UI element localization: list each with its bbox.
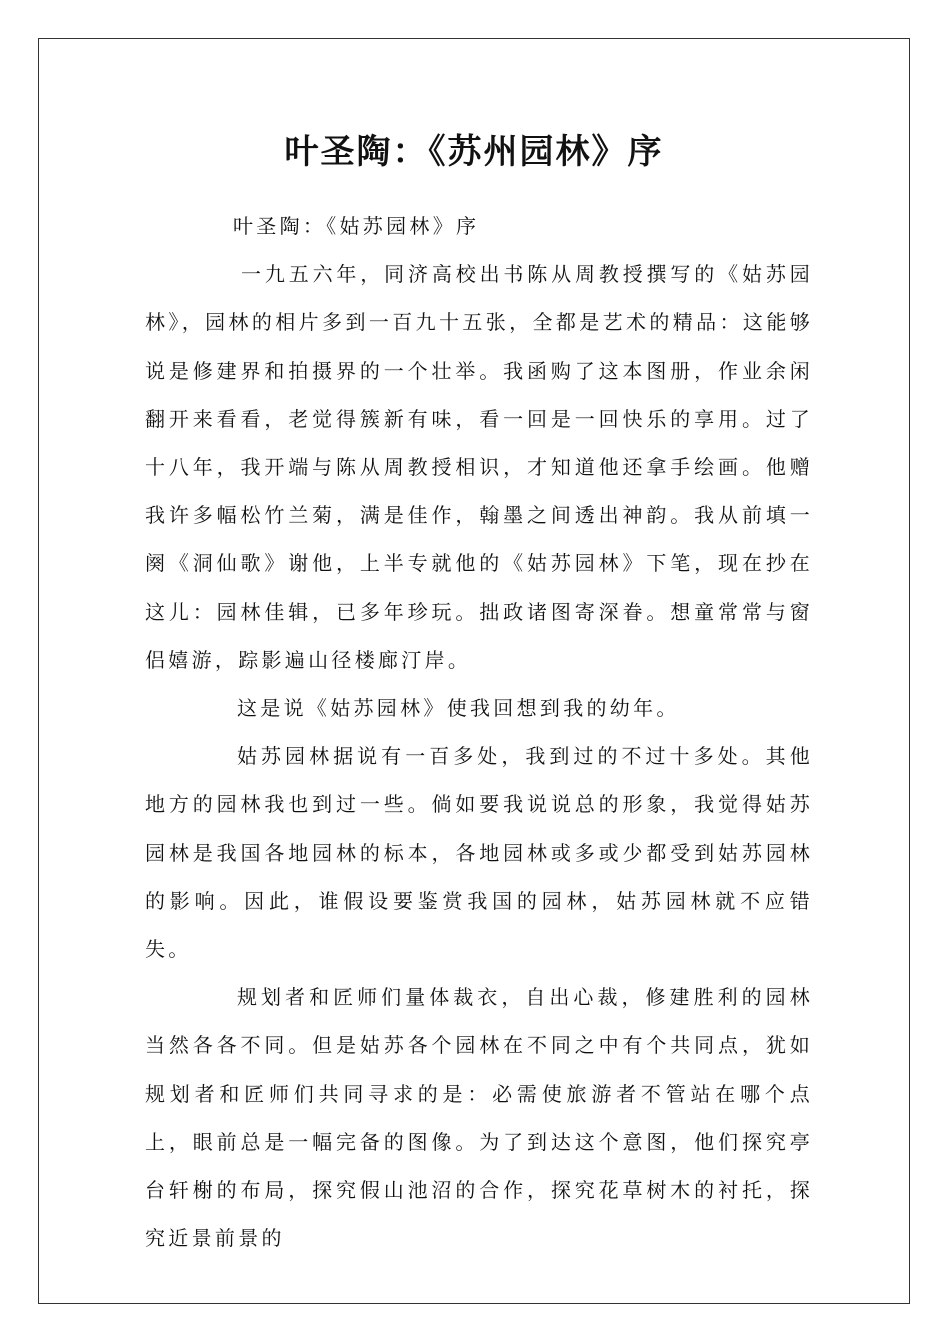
- document-body: [145, 202, 813, 1262]
- paragraph-2: 这是说《姑苏园林》使我回想到我的幼年。: [237, 696, 680, 721]
- document-subtitle: 叶圣陶：《姑苏园林》序: [233, 214, 480, 238]
- document-title: 叶圣陶：《苏州园林》序: [284, 132, 664, 172]
- paragraph-3: 姑苏园林据说有一百多处，我到过的不过十多处。其他地方的园林我也到过一些。倘如要我说说总的形象，我觉得姑苏园林是我国各地园林的标本，各地园林或多或少都受到姑苏园林的影响。因此，谁假设要鉴赏我国的园林，姑苏园林就不应错失。: [145, 744, 813, 962]
- paragraph-4: 规划者和匠师们量体裁衣，自出心裁，修建胜利的园林当然各各不同。但是姑苏各个园林在不同之中有个共同点，犹如规划者和匠师们共同寻求的是：必需使旅游者不管站在哪个点上，眼前总是一幅完备的图像。为了到达这个意图，他们探究亭台轩榭的布局，探究假山池沼的合作，探究花草树木的衬托，探究近景前景的: [145, 985, 813, 1251]
- paragraph-1: 一九五六年，同济高校出书陈从周教授撰写的《姑苏园林》，园林的相片多到一百九十五张，全都是艺术的精品：这能够说是修建界和拍摄界的一个壮举。我函购了这本图册，作业余闲翻开来看看，老觉得簇新有味，看一回是一回快乐的享用。过了十八年，我开端与陈从周教授相识，才知道他还拿手绘画。他赠我许多幅松竹兰菊，满是佳作，翰墨之间透出神韵。我从前填一阕《洞仙歌》谢他，上半专就他的《姑苏园林》下笔，现在抄在这儿：园林佳辑，已多年珍玩。拙政诸图寄深眷。想童常常与窗侣嬉游，踪影遍山径楼廊汀岸。: [145, 262, 813, 672]
